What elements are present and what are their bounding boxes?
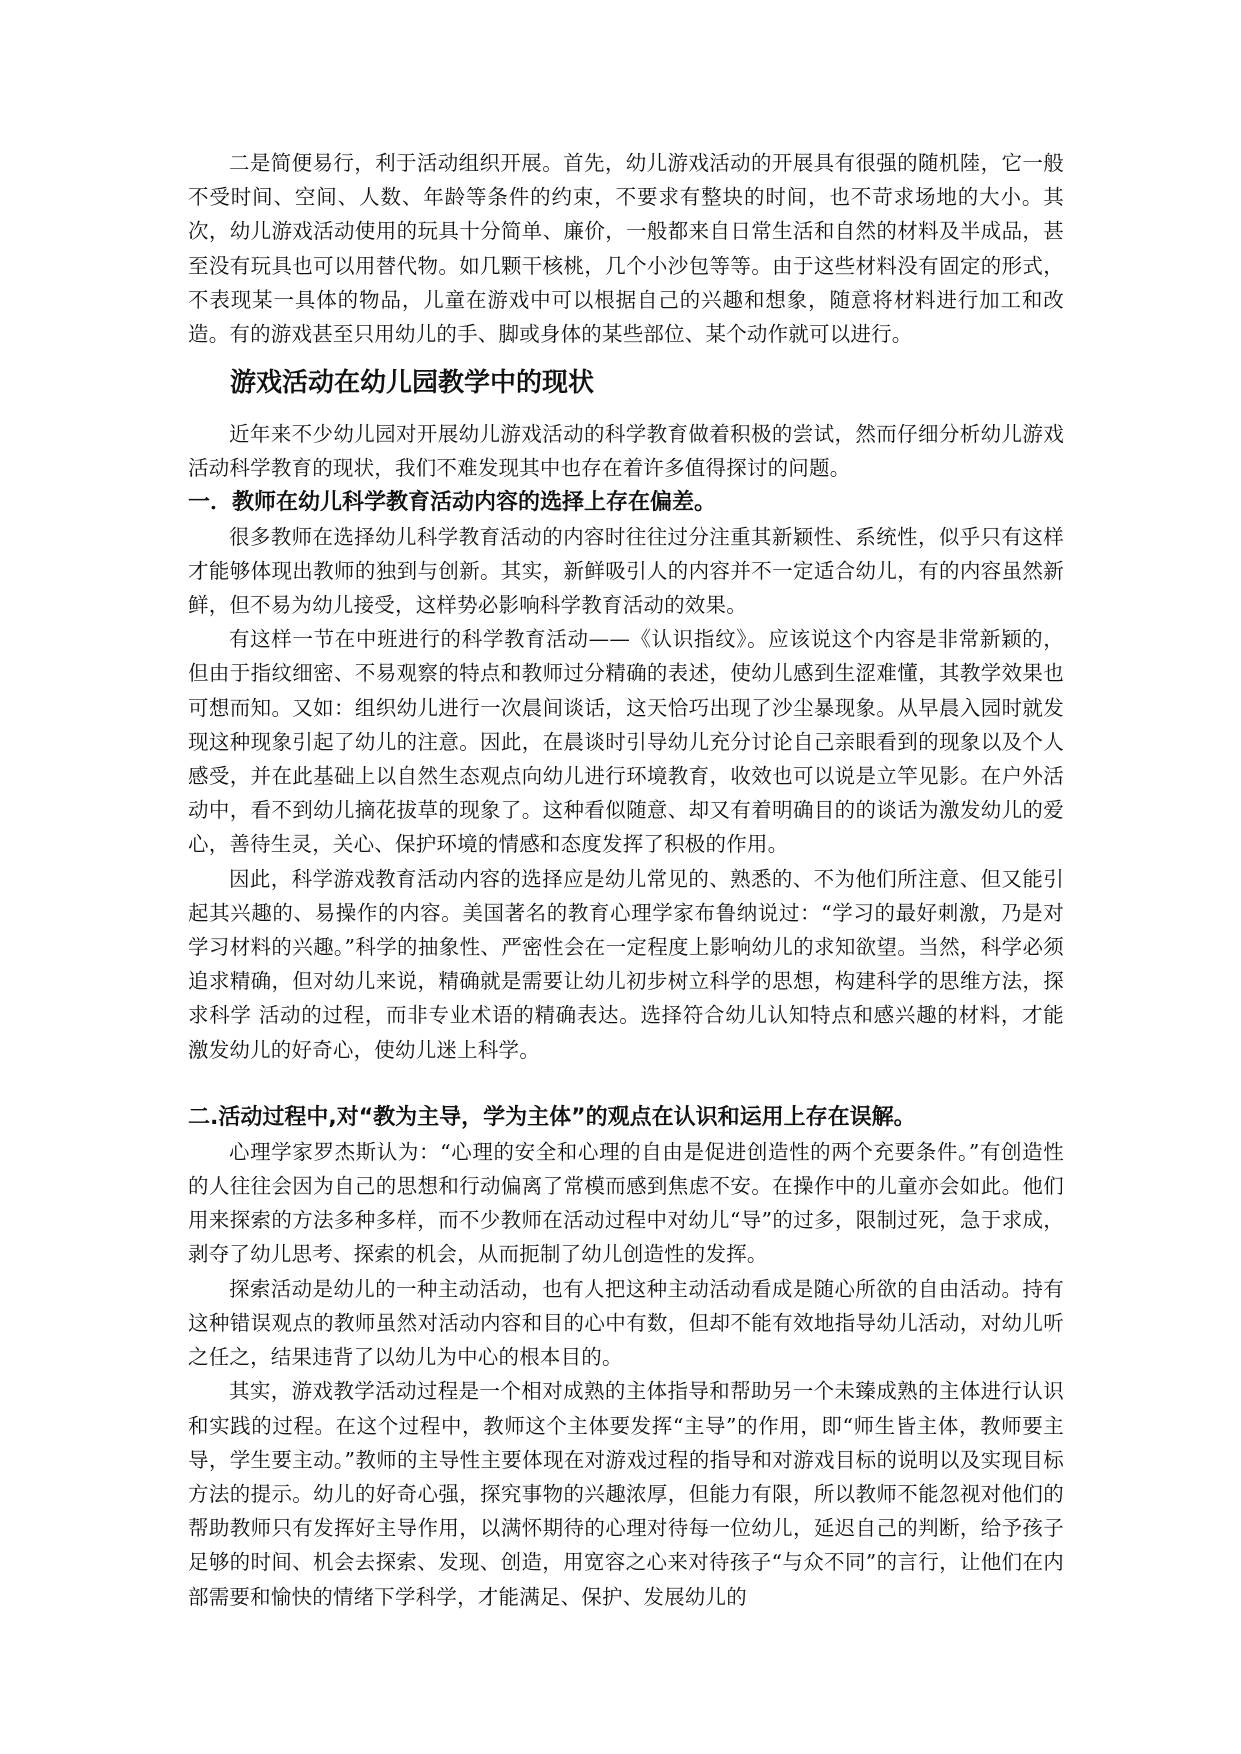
paragraph-2b: 探索活动是幼儿的一种主动活动，也有人把这种主动活动看成是随心所欲的自由活动。持有这种错误观点的教师虽然对活动内容和目的心中有数，但却不能有效地指导幼儿活动，对幼儿听之任之，结果违背了以幼儿为中心的根本目的。 bbox=[188, 1276, 1064, 1370]
paragraph-overview: 近年来不少幼儿园对开展幼儿游戏活动的科学教育做着积极的尝试，然而仔细分析幼儿游戏活动科学教育的现状，我们不难发现其中也存在着许多值得探讨的问题。 bbox=[188, 422, 1064, 481]
paragraph-2a: 心理学家罗杰斯认为：“心理的安全和心理的自由是促进创造性的两个充要条件。”有创造性的人往往会因为自己的思想和行动偏离了常模而感到焦虑不安。在操作中的儿童亦会如此。他们用来探索的方法多种多样，而不少教师在活动过程中对幼儿“导”的过多，限制过死，急于求成，剥夺了幼儿思考、探索的机会，从而扼制了幼儿创造性的发挥。 bbox=[188, 1139, 1064, 1267]
paragraph-2c: 其实，游戏教学活动过程是一个相对成熟的主体指导和帮助另一个未臻成熟的主体进行认识和实践的过程。在这个过程中，教师这个主体要发挥“主导”的作用，即“师生皆主体，教师要主导，学生要主动。”教师的主导性主要体现在对游戏过程的指导和对游戏目标的说明以及实现目标方法的提示。幼儿的好奇心强，探究事物的兴趣浓厚，但能力有限，所以教师不能忽视对他们的帮助教师只有发挥好主导作用，以满怀期待的心理对待每一位幼儿，延迟自己的判断，给予孩子足够的时间、机会去探索、发现、创造，用宽容之心来对待孩子“与众不同”的言行，让他们在内部需要和愉快的情绪下学科学，才能满足、保护、发展幼儿的 bbox=[188, 1379, 1064, 1609]
paragraph-intro: 二是简便易行，利于活动组织开展。首先，幼儿游戏活动的开展具有很强的随机陸，它一般不受时间、空间、人数、年龄等条件的约束，不要求有整块的时间，也不苛求场地的大小。其次，幼儿游戏活动使用的玩具十分简单、廉价，一般都来自日常生活和自然的材料及半成品，甚至没有玩具也可以用替代物。如几颗干核桃，几个小沙包等等。由于这些材料没有固定的形式，不表现某一具体的物品，儿童在游戏中可以根据自己的兴趣和想象，随意将材料进行加工和改造。有的游戏甚至只用幼儿的手、脚或身体的某些部位、某个动作就可以进行。 bbox=[188, 151, 1064, 347]
paragraph-1c: 因此，科学游戏教育活动内容的选择应是幼儿常见的、熟悉的、不为他们所注意、但又能引起其兴趣的、易操作的内容。美国著名的教育心理学家布鲁纳说过：“学习的最好刺激，乃是对学习材料的兴趣。”科学的抽象性、严密性会在一定程度上影响幼儿的求知欲望。当然，科学必须追求精确，但对幼儿来说，精确就是需要让幼儿初步树立科学的思想，构建科学的思维方法，探求科学 活动的过程，而非专业术语的精确表达。选择符合幼儿认知特点和感兴趣的材料，才能激发幼儿的好奇心，使幼儿迷上科学。 bbox=[188, 866, 1064, 1062]
paragraph-1b: 有这样一节在中班进行的科学教育活动——《认识指纹》。应该说这个内容是非常新颖的，但由于指纹细密、不易观察的特点和教师过分精确的表述，使幼儿感到生涩难懂，其教学效果也可想而知。又如：组织幼儿进行一次晨间谈话，这天恰巧出现了沙尘暴现象。从早晨入园时就发现这种现象引起了幼儿的注意。因此，在晨谈时引导幼儿充分讨论自己亲眼看到的现象以及个人感受，并在此基础上以自然生态观点向幼儿进行环境教育，收效也可以说是立竿见影。在户外活动中，看不到幼儿摘花拔草的现象了。这种看似随意、却又有着明确目的的谈话为激发幼儿的爱心，善待生灵，关心、保护环境的情感和态度发挥了积极的作用。 bbox=[188, 627, 1064, 857]
heading-one: 一．教师在幼儿科学教育活动内容的选择上存在偏差。 bbox=[188, 489, 717, 515]
heading-two: 二.活动过程中,对“教为主导，学为主体”的观点在认识和运用上存在误解。 bbox=[188, 1104, 916, 1130]
blank-line bbox=[188, 1067, 1064, 1101]
section-title: 游戏活动在幼儿园教学中的现状 bbox=[230, 368, 595, 399]
document-page bbox=[188, 146, 1064, 1614]
paragraph-1a: 很多教师在选择幼儿科学教育活动的内容时往往过分注重其新颖性、系统性，似乎只有这样才能够体现出教师的独到与创新。其实，新鲜吸引人的内容并不一定适合幼儿，有的内容虽然新鲜，但不易为幼儿接受，这样势必影响科学教育活动的效果。 bbox=[188, 524, 1064, 618]
